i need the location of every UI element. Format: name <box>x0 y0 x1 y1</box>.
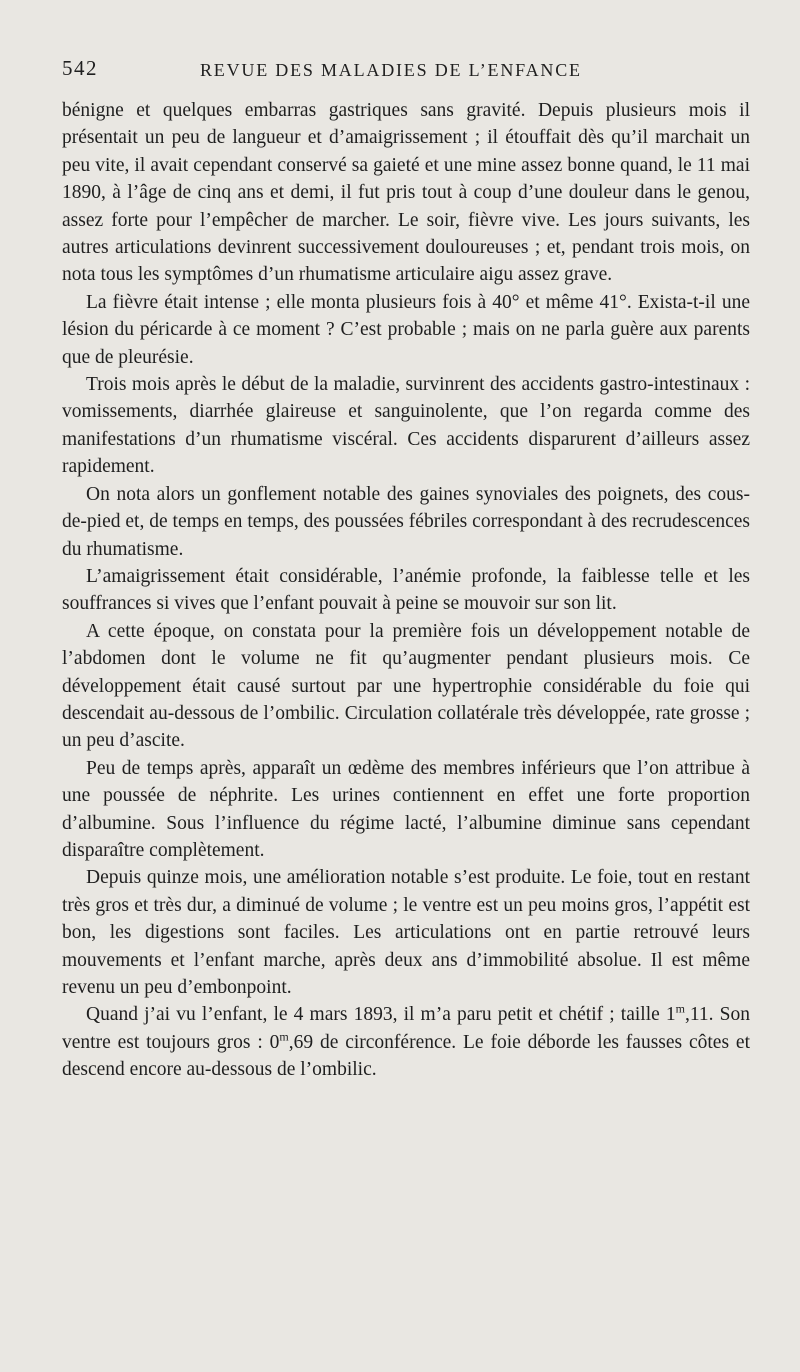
running-title: REVUE DES MALADIES DE L’ENFANCE <box>200 60 582 80</box>
paragraph: On nota alors un gonflement notable des gaines synoviales des poignets, des cous-de-pied et, de temps en temps, des poussées fébriles correspondant à des recrudescences du rhumatisme. <box>62 483 750 560</box>
paragraph: bénigne et quelques embarras gastriques sans gravité. Depuis plusieurs mois il présentait un peu de langueur et d’amaigrissement ; il étouffait dès qu’il marchait un peu vite, il avait cependant conservé sa gaieté et une mine assez bonne quand, le 11 mai 1890, à l’âge de cinq ans et demi, il fut pris tout à coup d’une douleur dans le genou, assez forte pour l’empêcher de marcher. Le soir, fièvre vive. Les jours suivants, les autres articulations devinrent successivement douloureuses ; et, pendant trois mois, on nota tous les symptômes d’un rhumatisme articulaire aigu assez grave. <box>62 100 750 286</box>
paragraph-last <box>62 1001 750 1083</box>
paragraph: Peu de temps après, apparaît un œdème des membres inférieurs que l’on attribue à une poussée de néphrite. Les urines contiennent en effet une forte proportion d’albumine. Sous l’influence du régime lacté, l’albumine diminue sans cependant disparaître complètement. <box>62 757 750 861</box>
unit-superscript: m <box>675 1001 685 1016</box>
running-header <box>62 56 752 90</box>
paragraph: A cette époque, on constata pour la première fois un développement notable de l’abdomen dont le volume ne fit qu’augmenter pendant plusieurs mois. Ce développement était causé surtout par une hypertrophie considérable du foie qui descendait au-dessous de l’ombilic. Circulation collatérale très développée, rate grosse ; un peu d’ascite. <box>62 620 750 752</box>
paragraph: L’amaigrissement était considérable, l’anémie profonde, la faiblesse telle et les souffrances si vives que l’enfant pouvait à peine se mouvoir sur son lit. <box>62 565 750 615</box>
text-run: ,69 de circonférence. Le foie déborde les fausses côtes et descend encore au-dessous de l’ombilic. <box>62 1031 750 1081</box>
unit-superscript: m <box>279 1029 289 1044</box>
page-number: 542 <box>62 56 98 80</box>
paragraph: La fièvre était intense ; elle monta plusieurs fois à 40° et même 41°. Exista-t-il une lésion du péricarde à ce moment ? C’est probable ; mais on ne parla guère aux parents que de pleurésie. <box>62 291 750 368</box>
paragraph: Depuis quinze mois, une amélioration notable s’est produite. Le foie, tout en restant très gros et très dur, a diminué de volume ; le ventre est un peu moins gros, l’appétit est bon, les digestions sont faciles. Les articulations ont en partie retrouvé leurs mouvements et l’enfant marche, après deux ans d’immobilité absolue. Il est même revenu un peu d’embonpoint. <box>62 867 750 998</box>
text-run: ,11. Son ventre est toujours gros : 0 <box>62 1004 750 1053</box>
body-text <box>62 97 750 1084</box>
text-run: Quand j’ai vu l’enfant, le 4 mars 1893, il m’a paru petit et chétif ; taille 1 <box>86 1004 676 1026</box>
paragraph: Trois mois après le début de la maladie, survinrent des accidents gastro-intestinaux : vomissements, diarrhée glaireuse et sanguinolente, que l’on regarda comme des manifestations d’un rhumatisme viscéral. Ces accidents disparurent d’ailleurs assez rapidement. <box>62 374 750 478</box>
